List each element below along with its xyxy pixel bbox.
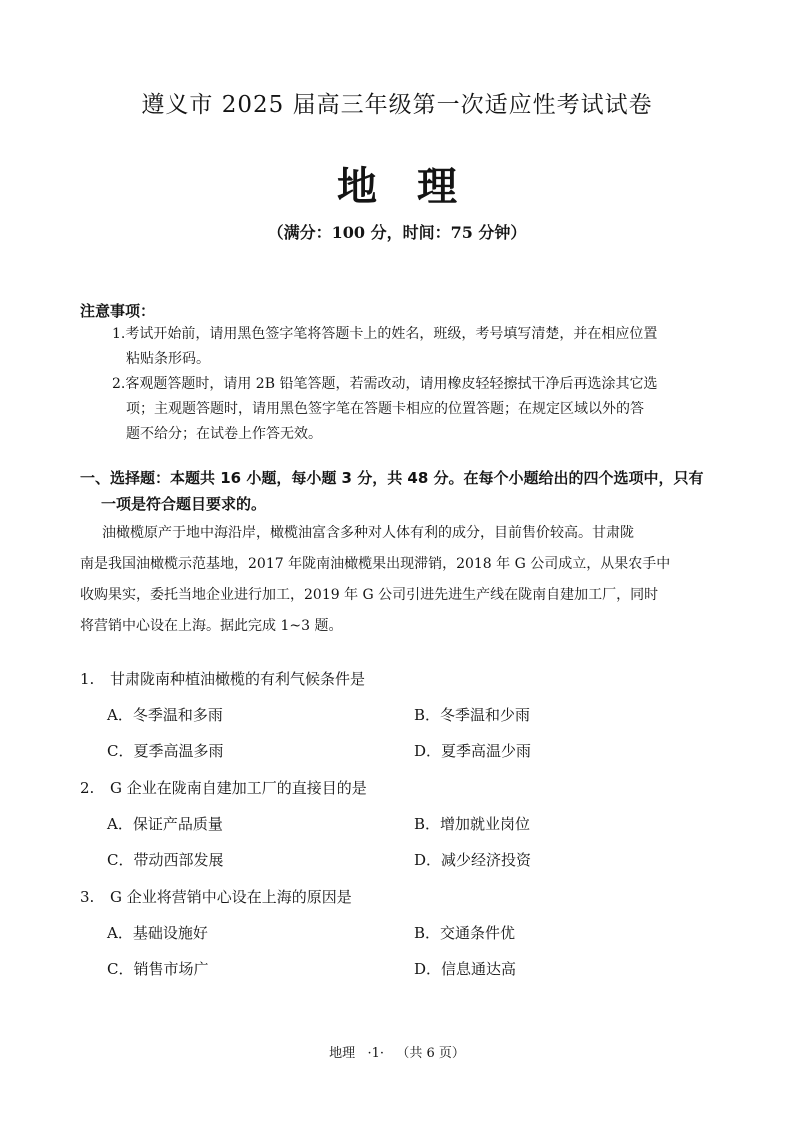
- question-3-option-c: C．销售市场广: [107, 960, 209, 978]
- question-2-option-a: A．保证产品质量: [107, 815, 223, 833]
- question-stem: 甘肃陇南种植油橄榄的有利气候条件是: [110, 670, 366, 688]
- section-heading-line: 一项是符合题目要求的。: [101, 495, 267, 513]
- question-2-option-d: D．减少经济投资: [414, 851, 532, 869]
- question-2-option-b: B．增加就业岗位: [414, 815, 531, 833]
- question-number: 1.: [80, 670, 95, 688]
- question-1-option-c: C．夏季高温多雨: [107, 742, 224, 760]
- score-info: （满分：100 分，时间：75 分钟）: [267, 223, 527, 242]
- notice-heading: 注意事项：: [80, 302, 156, 320]
- notice-line: 1.考试开始前，请用黑色签字笔将答题卡上的姓名，班级，考号填写清楚，并在相应位置: [112, 326, 658, 342]
- passage-line: 收购果实，委托当地企业进行加工，2019 年 G 公司引进先进生产线在陇南自建加工厂，同时: [80, 587, 659, 603]
- passage: [80, 518, 730, 642]
- notice-line: 2.客观题答题时，请用 2B 铅笔答题，若需改动，请用橡皮轻轻擦拭干净后再选涂其它选: [112, 376, 658, 392]
- question-stem: G 企业将营销中心设在上海的原因是: [110, 888, 352, 906]
- question-stem: G 企业在陇南自建加工厂的直接目的是: [110, 779, 367, 797]
- question-1-option-b: B．冬季温和少雨: [414, 706, 531, 724]
- question-3-option-d: D．信息通达高: [414, 960, 517, 978]
- question-1-option-d: D．夏季高温少雨: [414, 742, 532, 760]
- question-3: [80, 886, 352, 907]
- subject-title: 地理: [337, 164, 497, 210]
- question-1: [80, 668, 365, 689]
- question-1-option-a: A．冬季温和多雨: [107, 706, 223, 724]
- question-2: [80, 777, 367, 798]
- section-heading: [80, 465, 730, 517]
- notice-line: 粘贴条形码。: [126, 351, 210, 367]
- notice-item-2: [112, 372, 732, 447]
- exam-title: 遵义市 2025 届高三年级第一次适应性考试试卷: [141, 92, 653, 118]
- notice-line: 题不给分；在试卷上作答无效。: [126, 426, 322, 442]
- page-footer: 地理 ·1· （共 6 页）: [329, 1046, 465, 1061]
- notice-line: 项；主观题答题时，请用黑色签字笔在答题卡相应的位置答题；在规定区域以外的答: [126, 401, 644, 417]
- question-2-option-c: C．带动西部发展: [107, 851, 224, 869]
- section-heading-line: 一、选择题：本题共 16 小题，每小题 3 分，共 48 分。在每个小题给出的四个选项中，只有: [80, 469, 704, 487]
- question-3-option-b: B．交通条件优: [414, 924, 516, 942]
- question-3-option-a: A．基础设施好: [107, 924, 208, 942]
- passage-line: 油橄榄原产于地中海沿岸，橄榄油富含多种对人体有利的成分，目前售价较高。甘肃陇: [102, 525, 634, 541]
- question-number: 3.: [80, 888, 95, 906]
- question-number: 2.: [80, 779, 95, 797]
- notice-item-1: [112, 322, 732, 372]
- passage-line: 南是我国油橄榄示范基地，2017 年陇南油橄榄果出现滞销，2018 年 G 公司成立，从果农手中: [80, 556, 671, 572]
- passage-line: 将营销中心设在上海。据此完成 1~3 题。: [80, 618, 343, 634]
